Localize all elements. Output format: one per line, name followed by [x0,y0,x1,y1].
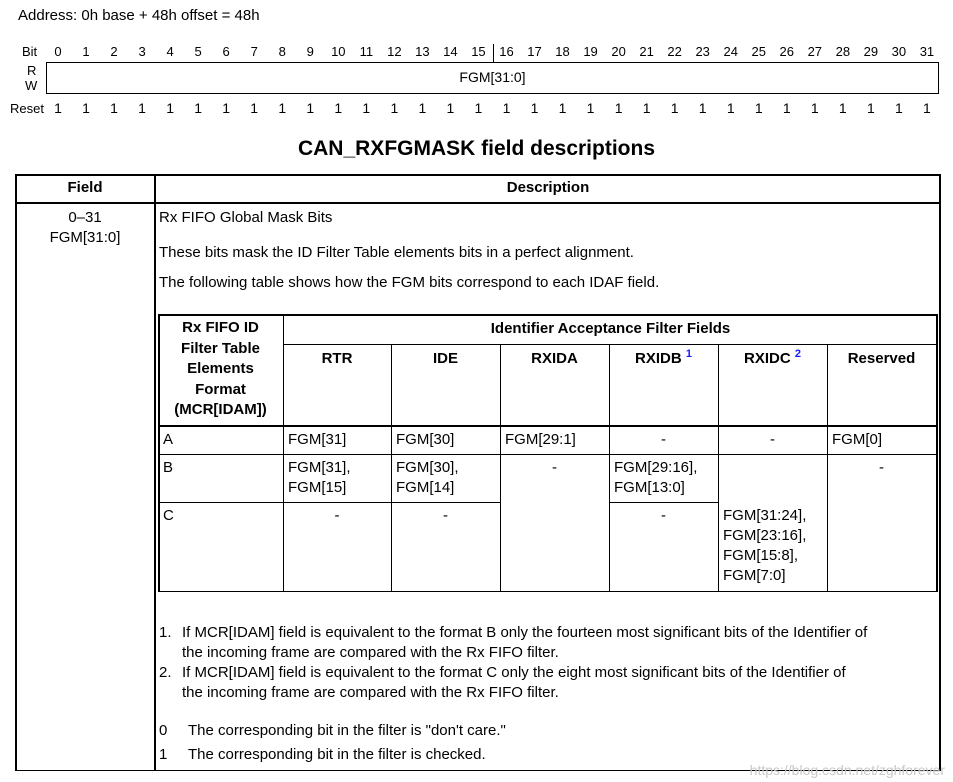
register-field-name: FGM[31:0] [459,69,526,85]
bit-number: 28 [835,44,851,59]
reset-value: 1 [586,100,595,116]
row-a-reserved: FGM[0] [832,431,883,448]
field-description-table [15,174,941,774]
reset-value: 1 [222,100,231,116]
reset-row-label: Reset [10,101,44,116]
row-a-rxidb: - [661,431,666,448]
reset-value: 1 [614,100,623,116]
format-header: Rx FIFO ID Filter Table Elements Format (MCR[IDAM]) [174,319,267,418]
reset-value: 1 [726,100,735,116]
row-a-rtr: FGM[31] [288,431,347,448]
bit-number: 7 [250,44,258,59]
header-field: Field [67,179,103,196]
reset-value: 1 [166,100,174,116]
row-c-rxidc: FGM[31:24], FGM[23:16], FGM[15:8], FGM[7:0] [723,507,807,584]
write-label: W [25,78,38,93]
column-rxida: RXIDA [531,350,578,367]
field-range: 0–31 [68,209,102,226]
description-paragraph: These bits mask the ID Filter Table elements bits in a perfect alignment. [159,244,634,261]
bit-number: 2 [110,44,118,59]
row-b-ide: FGM[30], FGM[14] [396,459,459,496]
reset-value: 1 [306,100,315,116]
read-label: R [27,63,37,78]
reset-value: 1 [446,100,455,116]
bit-number: 21 [639,44,654,59]
reset-value: 1 [194,100,203,116]
column-rxidb: RXIDB $^1$ [635,348,692,367]
bit-number: 20 [611,44,626,59]
column-reserved: Reserved [847,350,916,367]
bit-number: 15 [471,44,486,59]
description-title: Rx FIFO Global Mask Bits [159,209,333,226]
bit-number: 8 [278,44,286,59]
bit-number: 3 [138,44,146,59]
footnote-1-text: If MCR[IDAM] field is equivalent to the format B only the fourteen most significant bits of the Identifier of the incoming frame are compared with the Rx FIFO filter. [182,624,868,661]
footnote-2-text: If MCR[IDAM] field is equivalent to the format C only the eight most significant bits of the Identifier of the incoming frame are compared with the Rx FIFO filter. [182,664,846,701]
idaf-group-header: Identifier Acceptance Filter Fields [490,320,731,337]
bit-number: 1 [82,44,90,59]
idaf-mapping-table [158,314,938,592]
column-rxidc: RXIDC $^2$ [744,348,801,367]
reset-value: 1 [923,100,931,116]
bit-group-divider [493,44,494,63]
row-b-rtr: FGM[31], FGM[15] [288,459,351,496]
description-paragraph: The following table shows how the FGM bits correspond to each IDAF field. [159,274,660,291]
reset-value: 1 [838,100,847,116]
bit-number: 6 [222,44,230,59]
bit-number: 9 [306,44,314,59]
row-c-rxidb: - [661,507,666,524]
bit-number: 23 [695,44,710,59]
column-rtr: RTR [321,350,353,367]
row-c-ide: - [443,507,448,524]
reset-value: 1 [474,100,483,116]
bit-number: 22 [667,44,682,59]
bit-number: 12 [387,44,402,59]
reset-value: 1 [894,100,903,116]
bit-number: 24 [723,44,738,59]
bit-number: 18 [555,44,570,59]
row-a-ide: FGM[30] [396,431,455,448]
row-c-format: C [163,507,174,524]
row-b-format: B [163,459,174,476]
bit-number: 31 [919,44,935,59]
bit-number: 29 [863,44,879,59]
reset-value: 1 [698,100,707,116]
reset-value: 1 [810,100,819,116]
bit-row-label: Bit [22,44,38,59]
row-a-rxida: FGM[29:1] [505,431,576,448]
register-address: Address: 0h base + 48h offset = 48h [18,7,260,24]
value-0: 0 [159,722,168,739]
reset-value: 1 [250,100,259,116]
reset-value: 1 [334,100,343,116]
footnote-1-number: 1. [159,624,172,641]
footnote-ref-2[interactable]: 2 [794,348,801,360]
row-b-rxida: - [552,459,557,476]
value-0-description: The corresponding bit in the filter is "don't care." [188,722,506,739]
row-b-reserved: - [879,459,884,476]
field-name: FGM[31:0] [49,229,121,246]
footnote-2-number: 2. [159,664,172,681]
bit-number: 25 [751,44,766,59]
bit-number: 26 [779,44,794,59]
reset-value: 1 [782,100,791,116]
reset-value: 1 [390,100,399,116]
reset-value: 1 [54,100,62,116]
bit-number: 19 [583,44,598,59]
bit-number: 30 [891,44,907,59]
reset-value: 1 [558,100,567,116]
bit-number: 14 [443,44,458,59]
row-b-rxidb: FGM[29:16], FGM[13:0] [614,459,698,496]
value-1: 1 [159,746,168,763]
bit-number: 5 [194,44,202,59]
reset-value: 1 [278,100,287,116]
footnote-ref-1[interactable]: 1 [685,348,692,360]
reset-value: 1 [110,100,118,116]
bit-number: 16 [499,44,514,59]
column-ide: IDE [432,350,458,367]
row-c-rtr: - [334,507,340,524]
bit-number: 27 [807,44,823,59]
reset-value: 1 [502,100,511,116]
bit-number: 10 [331,44,346,59]
bit-number: 0 [54,44,62,59]
reset-value: 1 [642,100,651,116]
table-title: CAN_RXFGMASK field descriptions [297,137,656,160]
reset-value: 1 [138,100,146,116]
value-1-description: The corresponding bit in the filter is checked. [188,746,486,763]
bit-number: 4 [166,44,174,59]
reset-value: 1 [670,100,679,116]
reset-value: 1 [530,100,539,116]
bit-number: 11 [359,44,374,59]
bit-number: 13 [415,44,430,59]
reset-value: 1 [82,100,90,116]
reset-value: 1 [754,100,763,116]
reset-value: 1 [418,100,427,116]
header-description: Description [506,179,590,196]
bit-number: 17 [527,44,542,59]
reset-value: 1 [362,100,371,116]
row-a-rxidc: - [770,431,775,448]
row-a-format: A [163,431,174,448]
reset-value: 1 [866,100,875,116]
watermark-text: https://blog.csdn.net/zghforever [749,762,945,778]
